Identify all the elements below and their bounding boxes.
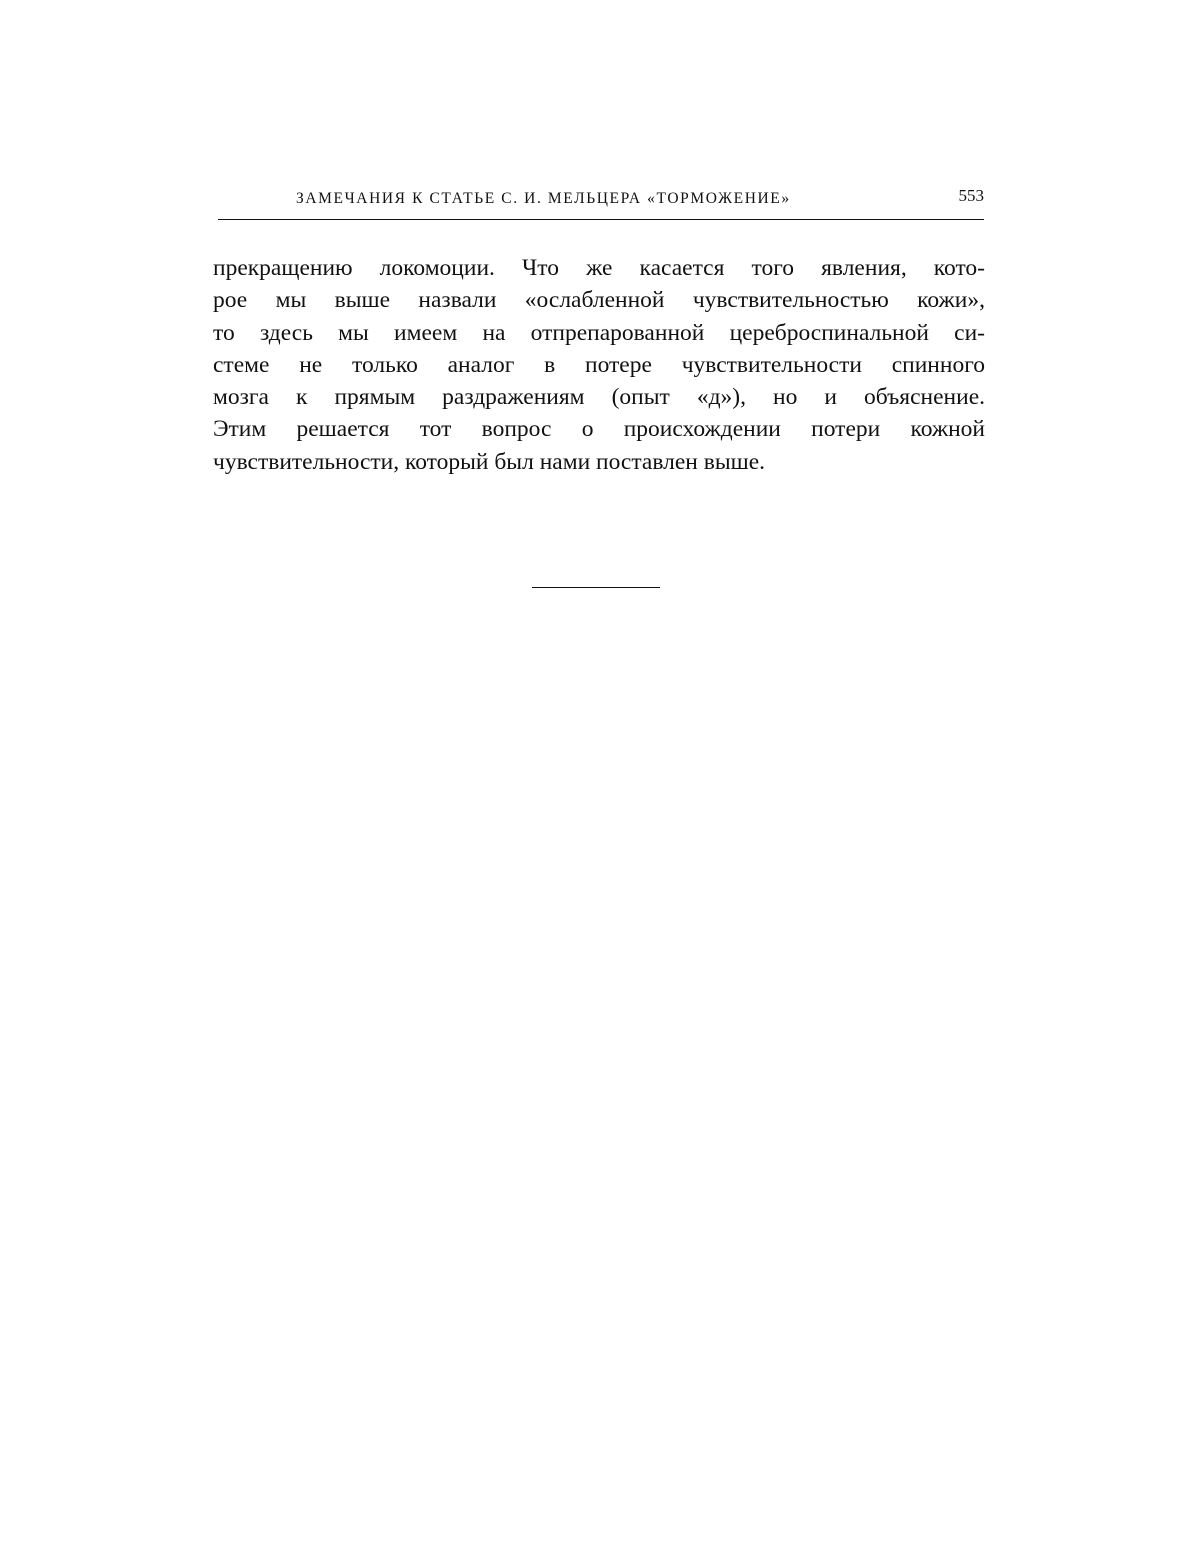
header-rule bbox=[218, 219, 984, 220]
body-paragraph bbox=[213, 252, 985, 478]
running-header bbox=[218, 186, 984, 216]
text-line-5: мозга к прямым раздражениям (опыт «д»), но и объяснение. bbox=[213, 384, 985, 411]
text-line-7: чувствительности, который был нами поставлен выше. bbox=[213, 448, 766, 475]
text-line-4: стеме не только аналог в потере чувствительности спинного bbox=[213, 351, 985, 378]
text-line-6: Этим решается тот вопрос о происхождении потери кожной bbox=[213, 416, 985, 443]
running-title: ЗАМЕЧАНИЯ К СТАТЬЕ С. И. МЕЛЬЦЕРА «ТОРМОЖЕНИЕ» bbox=[296, 190, 791, 207]
text-line-3: то здесь мы имеем на отпрепарованной цереброспинальной си- bbox=[213, 319, 985, 346]
text-line-2: рое мы выше назвали «ослабленной чувствительностью кожи», bbox=[213, 287, 985, 314]
page-number: 553 bbox=[958, 186, 984, 205]
section-end-rule bbox=[532, 587, 660, 588]
text-line-1: прекращению локомоции. Что же касается того явления, кото- bbox=[213, 255, 985, 281]
